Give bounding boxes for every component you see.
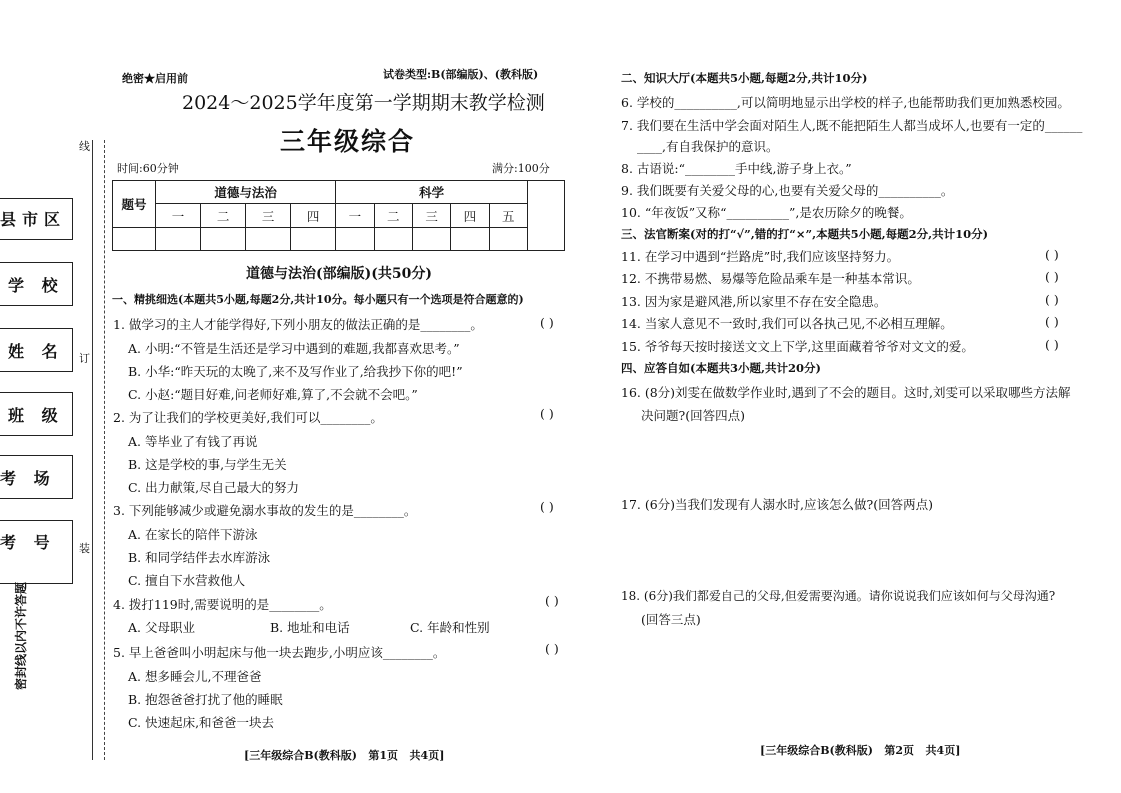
score-table xyxy=(112,180,565,251)
option-3c: C. 擅自下水营救他人 xyxy=(128,573,246,588)
score-col: 二 xyxy=(374,204,412,228)
score-cell[interactable] xyxy=(412,228,450,251)
seal-text: 密封线以内不许答题 xyxy=(14,581,28,690)
answer-paren-5[interactable]: ( ) xyxy=(545,641,559,656)
judge-paren-15[interactable]: ( ) xyxy=(1045,337,1059,352)
option-3b: B. 和同学结伴去水库游泳 xyxy=(128,550,271,565)
score-cell[interactable] xyxy=(113,228,156,251)
score-cell[interactable] xyxy=(246,228,291,251)
score-col: 二 xyxy=(201,204,246,228)
section-title: 道德与法治(部编版)(共50分) xyxy=(246,266,432,282)
score-cell[interactable] xyxy=(156,228,201,251)
paper-type: 试卷类型:B(部编版)、(教科版) xyxy=(383,68,539,81)
score-cell[interactable] xyxy=(336,228,374,251)
question-2: 2. 为了让我们的学校更美好,我们可以________。 xyxy=(113,410,383,425)
score-cell[interactable] xyxy=(451,228,489,251)
option-4a: A. 父母职业 xyxy=(128,620,195,635)
option-1c: C. 小赵:“题目好难,问老师好难,算了,不会就不会吧。” xyxy=(128,387,418,402)
answer-paren-1[interactable]: ( ) xyxy=(540,315,554,330)
field-label-school: 学 校 xyxy=(8,276,64,295)
line-mark-ding: 订 xyxy=(79,352,90,365)
question-7-line-2: ____,有自我保护的意识。 xyxy=(637,139,779,154)
answer-area-18[interactable] xyxy=(621,632,1081,732)
judge-paren-11[interactable]: ( ) xyxy=(1045,247,1059,262)
question-13: 13. 因为家是避风港,所以家里不存在安全隐患。 xyxy=(621,294,887,309)
part1-heading: 一、精挑细选(本题共5小题,每题2分,共计10分。每小题只有一个选项是符合题意的) xyxy=(112,293,524,306)
option-1a: A. 小明:“不管是生活还是学习中遇到的难题,我都喜欢思考。” xyxy=(128,341,460,356)
answer-area-16[interactable] xyxy=(621,428,1081,488)
option-1b: B. 小华:“昨天玩的太晚了,来不及写作业了,给我抄下你的吧!” xyxy=(128,364,463,379)
question-6: 6. 学校的__________,可以简明地显示出学校的样子,也能帮助我们更加熟悉校园。 xyxy=(621,95,1070,110)
option-4c: C. 年龄和性别 xyxy=(410,620,490,635)
score-col: 四 xyxy=(291,204,336,228)
score-col: 三 xyxy=(412,204,450,228)
option-3a: A. 在家长的陪伴下游泳 xyxy=(128,527,258,542)
option-2b: B. 这是学校的事,与学生无关 xyxy=(128,457,287,472)
option-5c: C. 快速起床,和爸爸一块去 xyxy=(128,715,275,730)
field-label-county: 县市区 xyxy=(0,210,67,229)
question-4: 4. 拨打119时,需要说明的是________。 xyxy=(113,597,332,612)
judge-paren-13[interactable]: ( ) xyxy=(1045,292,1059,307)
field-label-name: 姓 名 xyxy=(8,342,64,361)
field-label-number: 考 号 xyxy=(0,533,56,552)
score-cell[interactable] xyxy=(374,228,412,251)
exam-title: 2024～2025学年度第一学期期末教学检测 xyxy=(182,92,545,114)
score-group-moral: 道德与法治 xyxy=(156,181,336,204)
question-18-line-2: (回答三点) xyxy=(641,612,701,627)
line-mark-zhuang: 装 xyxy=(79,542,90,555)
question-17: 17. (6分)当我们发现有人溺水时,应该怎么做?(回答两点) xyxy=(621,497,933,512)
field-label-class: 班 级 xyxy=(8,406,64,425)
binding-line-inner xyxy=(104,140,105,760)
score-cell[interactable] xyxy=(201,228,246,251)
option-5b: B. 抱怨爸爸打扰了他的睡眠 xyxy=(128,692,283,707)
score-col: 一 xyxy=(336,204,374,228)
option-5a: A. 想多睡会儿,不理爸爸 xyxy=(128,669,262,684)
answer-paren-2[interactable]: ( ) xyxy=(540,406,554,421)
question-16-line-2: 决问题?(回答四点) xyxy=(641,408,745,423)
option-2c: C. 出力献策,尽自己最大的努力 xyxy=(128,480,300,495)
full-score-label: 满分:100分 xyxy=(492,162,550,175)
question-7-line-1: 7. 我们要在生活中学会面对陌生人,既不能把陌生人都当成坏人,也要有一定的______ xyxy=(621,118,1083,133)
page-2-footer: [三年级综合B(教科版) 第2页 共4页] xyxy=(760,744,961,757)
score-total-cell xyxy=(528,181,565,251)
time-label: 时间:60分钟 xyxy=(117,162,179,175)
score-cell[interactable] xyxy=(489,228,527,251)
answer-area-17[interactable] xyxy=(621,518,1081,578)
score-col: 五 xyxy=(489,204,527,228)
judge-paren-14[interactable]: ( ) xyxy=(1045,314,1059,329)
judge-paren-12[interactable]: ( ) xyxy=(1045,269,1059,284)
score-cell[interactable] xyxy=(291,228,336,251)
part3-heading: 三、法官断案(对的打“√”,错的打“×”,本题共5小题,每题2分,共计10分) xyxy=(621,227,989,241)
score-group-science: 科学 xyxy=(336,181,528,204)
score-col: 一 xyxy=(156,204,201,228)
question-1: 1. 做学习的主人才能学得好,下列小朋友的做法正确的是________。 xyxy=(113,317,483,332)
field-label-room: 考 场 xyxy=(0,469,56,488)
question-18-line-1: 18. (6分)我们都爱自己的父母,但爱需要沟通。请你说说我们应该如何与父母沟通? xyxy=(621,589,1056,603)
part4-heading: 四、应答自如(本题共3小题,共计20分) xyxy=(621,361,821,375)
exam-subtitle: 三年级综合 xyxy=(280,127,416,156)
question-5: 5. 早上爸爸叫小明起床与他一块去跑步,小明应该________。 xyxy=(113,645,446,660)
answer-paren-3[interactable]: ( ) xyxy=(540,499,554,514)
score-col: 三 xyxy=(246,204,291,228)
option-4b: B. 地址和电话 xyxy=(270,620,350,635)
question-11: 11. 在学习中遇到“拦路虎”时,我们应该坚持努力。 xyxy=(621,249,900,264)
question-3: 3. 下列能够减少或避免溺水事故的发生的是________。 xyxy=(113,503,417,518)
question-8: 8. 古语说:“________手中线,游子身上衣。” xyxy=(621,161,852,176)
answer-paren-4[interactable]: ( ) xyxy=(545,593,559,608)
option-2a: A. 等毕业了有钱了再说 xyxy=(128,434,258,449)
binding-line-outer xyxy=(92,140,93,760)
page-1-footer: [三年级综合B(教科版) 第1页 共4页] xyxy=(244,749,445,762)
line-mark-xian: 线 xyxy=(79,140,90,153)
question-9: 9. 我们既要有关爱父母的心,也要有关爱父母的__________。 xyxy=(621,183,954,198)
part2-heading: 二、知识大厅(本题共5小题,每题2分,共计10分) xyxy=(621,71,868,85)
question-10: 10. “年夜饭”又称“__________”,是农历除夕的晚餐。 xyxy=(621,205,912,220)
question-16-line-1: 16. (8分)刘雯在做数学作业时,遇到了不会的题目。这时,刘雯可以采取哪些方法解 xyxy=(621,385,1071,400)
question-12: 12. 不携带易燃、易爆等危险品乘车是一种基本常识。 xyxy=(621,271,920,286)
question-15: 15. 爷爷每天按时接送文文上下学,这里面藏着爷爷对文文的爱。 xyxy=(621,339,974,354)
score-table-row-label: 题号 xyxy=(113,181,156,228)
confidential-label: 绝密★启用前 xyxy=(122,72,188,85)
question-14: 14. 当家人意见不一致时,我们可以各执己见,不必相互理解。 xyxy=(621,316,953,331)
score-col: 四 xyxy=(451,204,489,228)
